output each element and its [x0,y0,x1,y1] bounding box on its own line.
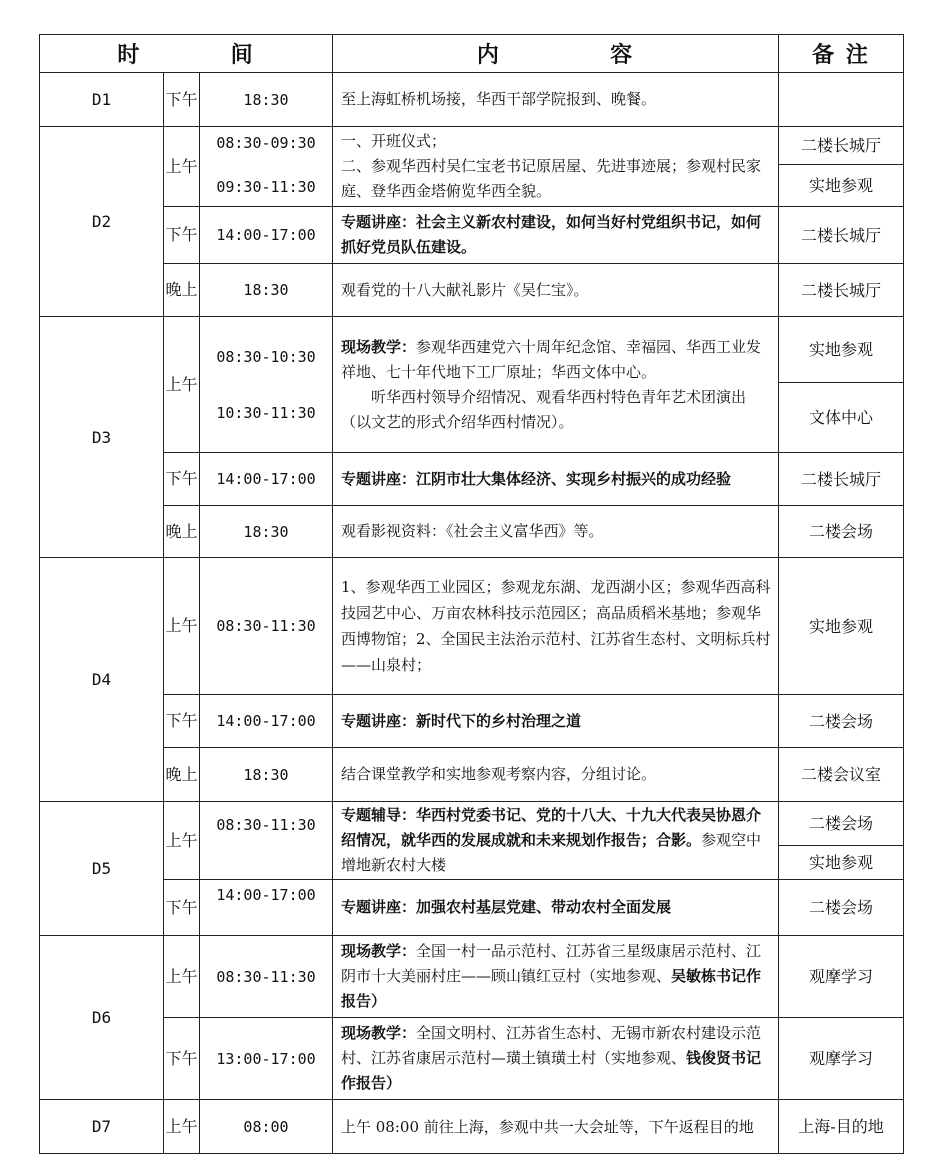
d5-pm-period: 下午 [164,880,200,936]
d5-pm-content [333,880,779,936]
d6-pm-period: 下午 [164,1018,200,1100]
d2-pm-content [333,207,779,264]
d6-am-content [333,936,779,1018]
header-content-char-2: 容 [610,42,635,68]
d6-am-note: 观摩学习 [779,936,904,1018]
d2-pm-note: 二楼长城厅 [779,207,904,264]
d2-ev-content: 观看党的十八大献礼影片《吴仁宝》。 [333,264,779,317]
d6-am-label: 现场教学： [341,942,417,960]
d2-ev-note: 二楼长城厅 [779,264,904,317]
d3-day: D3 [40,317,164,558]
d6-day: D6 [40,936,164,1100]
d6-pm-content [333,1018,779,1100]
d6-am-period: 上午 [164,936,200,1018]
d6-am-bold-tail: 吴敏栋书记作报告） [341,967,762,1010]
d4-am-period: 上午 [164,558,200,695]
d6-pm-note: 观摩学习 [779,1018,904,1100]
d3-am-text-2: 听华西村领导介绍情况、观看华西村特色青年艺术团演出（以文艺的形式介绍华西村情况）。 [341,387,747,431]
d4-pm-text: 新时代下的乡村治理之道 [416,711,582,730]
d4-pm-label: 专题讲座： [341,711,417,730]
d4-am-content: 1、参观华西工业园区；参观龙东湖、龙西湖小区；参观华西高科技园艺中心、万亩农林科技示范园区；高品质稻米基地；参观华西博物馆；2、全国民主法治示范村、江苏省生态村、文明标兵村——山泉村； [333,558,779,695]
d3-am-text-1: 参观华西建党六十周年纪念馆、幸福园、华西工业发祥地、七十年代地下工厂原址；华西文体中心。 [341,337,762,381]
d3-pm-note: 二楼长城厅 [779,453,904,506]
d6-pm-label: 现场教学： [341,1024,417,1042]
d4-ev-note: 二楼会议室 [779,748,904,802]
d3-pm-content [333,453,779,506]
d3-am-period: 上午 [164,317,200,453]
d3-pm-time: 14:00-17:00 [200,453,333,506]
d2-am-time-1: 08:30-09:30 [216,134,316,152]
d2-am-period: 上午 [164,127,200,207]
d6-pm-time: 13:00-17:00 [200,1018,333,1100]
d5-am-content [333,802,779,880]
d7-content: 上午 08:00 前往上海，参观中共一大会址等，下午返程目的地 [333,1100,779,1154]
d4-ev-content: 结合课堂教学和实地参观考察内容，分组讨论。 [333,748,779,802]
d3-am-note-1: 实地参观 [779,317,904,383]
d3-ev-time: 18:30 [200,506,333,558]
d2-pm-row [40,207,904,264]
d3-am-content [333,317,779,453]
d4-pm-row [40,695,904,748]
d3-ev-period: 晚上 [164,506,200,558]
d3-ev-content: 观看影视资料：《社会主义富华西》等。 [333,506,779,558]
d2-ev-row [40,264,904,317]
d5-am-note-1: 二楼会场 [779,802,904,846]
d1-day: D1 [40,73,164,127]
d2-pm-label: 专题讲座： [341,213,417,231]
d3-am-times [200,317,333,453]
d4-day: D4 [40,558,164,802]
d3-ev-row [40,506,904,558]
d6-am-row [40,936,904,1018]
d2-day: D2 [40,127,164,317]
d7-day: D7 [40,1100,164,1154]
d2-am-line-1: 一、开班仪式； [341,132,447,150]
d4-ev-period: 晚上 [164,748,200,802]
d2-am-times [200,127,333,207]
d7-period: 上午 [164,1100,200,1154]
d3-pm-text: 江阴市壮大集体经济、实现乡村振兴的成功经验 [416,469,732,488]
d5-pm-label: 专题讲座： [341,898,417,916]
schedule-frame [39,34,904,1154]
d2-ev-period: 晚上 [164,264,200,317]
d1-row [40,73,904,127]
d4-am-note: 实地参观 [779,558,904,695]
d2-pm-period: 下午 [164,207,200,264]
d5-am-label: 专题辅导： [341,806,417,824]
d6-pm-bold-tail: 钱俊贤书记作报告） [341,1049,762,1092]
d3-am-label: 现场教学： [341,337,417,356]
d5-pm-time: 14:00-17:00 [200,880,333,936]
d2-pm-text: 社会主义新农村建设，如何当好村党组织书记，如何抓好党员队伍建设。 [341,213,762,256]
d4-am-row [40,558,904,695]
d7-time: 08:00 [200,1100,333,1154]
d3-pm-period: 下午 [164,453,200,506]
d5-day: D5 [40,802,164,936]
d4-pm-note: 二楼会场 [779,695,904,748]
d6-pm-row [40,1018,904,1100]
d7-note: 上海-目的地 [779,1100,904,1154]
d3-ev-note: 二楼会场 [779,506,904,558]
d5-am-note-2: 实地参观 [779,846,904,880]
d4-ev-time: 18:30 [200,748,333,802]
d4-pm-time: 14:00-17:00 [200,695,333,748]
d1-period: 下午 [164,73,200,127]
header-row [40,35,904,73]
d1-note [779,73,904,127]
d3-am-note-2: 文体中心 [779,383,904,453]
d5-pm-row [40,880,904,936]
d2-am-note-2: 实地参观 [779,165,904,207]
d5-am-period: 上午 [164,802,200,880]
d5-am-row-1 [40,802,904,846]
header-time [40,35,333,73]
d5-am-time: 08:30-11:30 [200,802,333,880]
d4-pm-content [333,695,779,748]
d5-pm-text: 加强农村基层党建、带动农村全面发展 [416,898,672,916]
d3-am-time-2: 10:30-11:30 [216,403,316,422]
d1-content: 至上海虹桥机场接，华西干部学院报到、晚餐。 [333,73,779,127]
d6-am-text: 全国一村一品示范村、江苏省三星级康居示范村、江阴市十大美丽村庄——顾山镇红豆村（实地参观、 [341,942,762,985]
header-time-char-1: 时 [117,42,142,68]
d3-am-time-1: 08:30-10:30 [216,347,316,366]
d7-row [40,1100,904,1154]
d6-am-time: 08:30-11:30 [200,936,333,1018]
d2-am-note-1: 二楼长城厅 [779,127,904,165]
header-note: 备 注 [779,35,904,73]
d2-pm-time: 14:00-17:00 [200,207,333,264]
d2-am-row-1 [40,127,904,165]
d1-time: 18:30 [200,73,333,127]
schedule-table [39,34,904,1154]
header-content [333,35,779,73]
d2-am-time-2: 09:30-11:30 [216,178,316,196]
d2-ev-time: 18:30 [200,264,333,317]
d4-ev-row [40,748,904,802]
d5-pm-note: 二楼会场 [779,880,904,936]
d2-am-line-2: 二、参观华西村吴仁宝老书记原居屋、先进事迹展；参观村民家庭、登华西金塔俯览华西全貌。 [341,157,762,200]
d3-am-row-1 [40,317,904,383]
header-content-char-1: 内 [476,42,501,68]
d2-am-content [333,127,779,207]
d4-pm-period: 下午 [164,695,200,748]
d5-am-bold-text: 华西村党委书记、党的十八大、十九大代表吴协恩介绍情况，就华西的发展成就和未来规划作报告；合影。 [341,806,762,849]
d4-am-time: 08:30-11:30 [200,558,333,695]
header-time-char-2: 间 [230,42,255,68]
d6-pm-text: 全国文明村、江苏省生态村、无锡市新农村建设示范村、江苏省康居示范村—璜土镇璜土村（实地参观、 [341,1024,762,1067]
d3-pm-label: 专题讲座： [341,469,417,488]
d3-pm-row [40,453,904,506]
d5-am-text: 参观空中增地新农村大楼 [341,831,762,874]
